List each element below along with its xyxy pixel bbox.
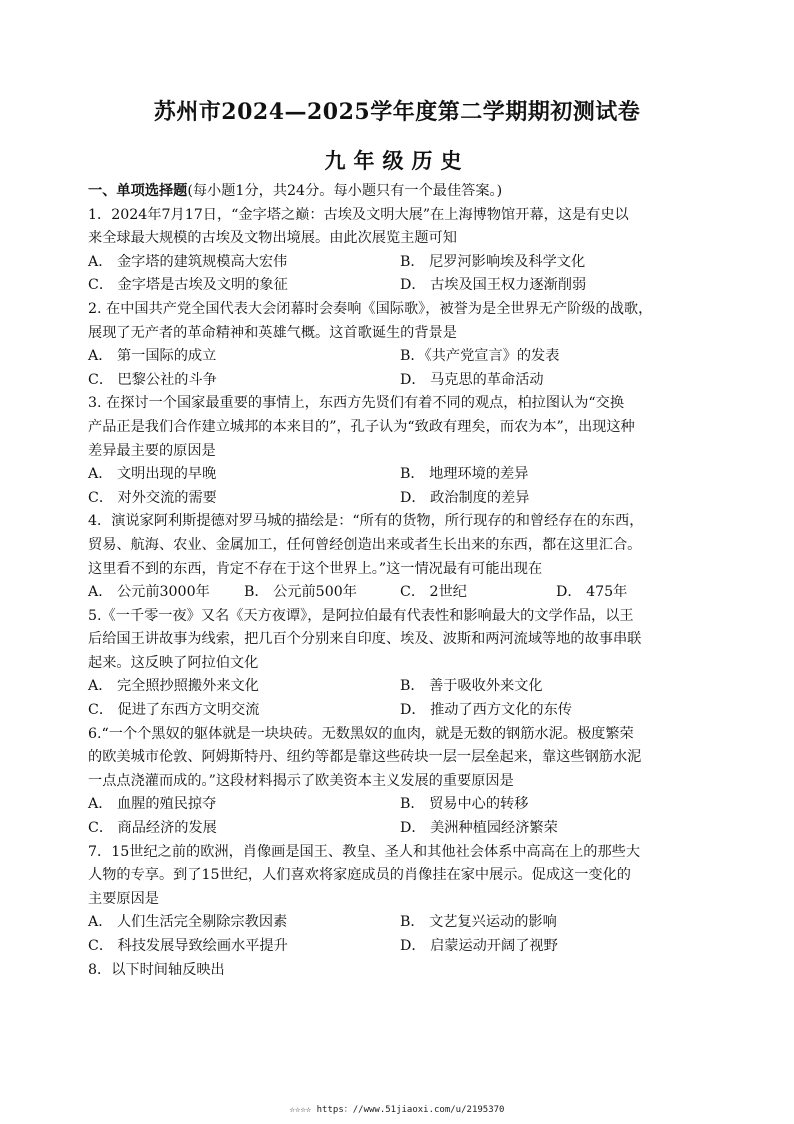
option-c[interactable]: C． 2世纪 bbox=[400, 584, 467, 601]
question-7 bbox=[88, 841, 713, 959]
footer-watermark-url[interactable]: ☆☆☆☆ https：//www.51jiaoxi.com/u/2195370 bbox=[289, 1105, 505, 1115]
question-stem-line: 3. 在探讨一个国家最重要的事情上，东西方先贤们有着不同的观点，柏拉图认为“交换 bbox=[88, 395, 625, 412]
option-c[interactable]: C． 商品经济的发展 bbox=[88, 820, 217, 837]
option-d[interactable]: D． 推动了西方文化的东传 bbox=[400, 702, 572, 719]
question-stem-line: 8．以下时间轴反映出 bbox=[88, 961, 225, 978]
option-a[interactable]: A． 金字塔的建筑规模高大宏伟 bbox=[88, 253, 288, 270]
question-stem-line: 产品正是我们合作建立城邦的本来目的”，孔子认为“致政有理矣，而农为本”，出现这种 bbox=[88, 418, 635, 435]
option-d[interactable]: D． 马克思的革命活动 bbox=[400, 371, 544, 388]
question-stem-line: 这里看不到的东西，肯定不存在于这个世界上。”这一情况最有可能出现在 bbox=[88, 560, 543, 577]
question-stem-line: 差异最主要的原因是 bbox=[88, 442, 216, 459]
question-stem-line: 人物的专享。到了15世纪，人们喜欢将家庭成员的肖像挂在家中展示。促成这一变化的 bbox=[88, 867, 631, 884]
question-stem-line: 6.“一个个黑奴的躯体就是一块块砖。无数黑奴的血肉，就是无数的钢筋水泥。极度繁荣 bbox=[88, 725, 634, 742]
option-b[interactable]: B．《共产党宣言》的发表 bbox=[400, 348, 560, 365]
question-stem-line: 2. 在中国共产党全国代表大会闭幕时会奏响《国际歌》，被誉为是全世界无产阶级的战歌， bbox=[88, 300, 653, 317]
question-stem-line: 贸易、航海、农业、金属加工，任何曾经创造出来或者生长出来的东西，都在这里汇合。 bbox=[88, 536, 642, 553]
option-a[interactable]: A． 完全照抄照搬外来文化 bbox=[88, 678, 259, 695]
question-8 bbox=[88, 959, 713, 983]
question-stem-line: 5.《一千零一夜》又名《天方夜谭》，是阿拉伯最有代表性和影响最大的文学作品，以王 bbox=[88, 607, 634, 624]
option-c[interactable]: C． 对外交流的需要 bbox=[88, 489, 217, 506]
exam-title: 苏州市2024—2025学年度第二学期期初测试卷 bbox=[153, 99, 641, 125]
question-stem-line: 主要原因是 bbox=[88, 890, 159, 907]
option-b[interactable]: B． 善于吸收外来文化 bbox=[400, 678, 543, 695]
exam-content bbox=[88, 180, 713, 982]
question-2 bbox=[88, 298, 713, 392]
exam-subtitle: 九年级历史 bbox=[324, 148, 470, 173]
question-stem-line: 来全球最大规模的古埃及文物出境展。由此次展览主题可知 bbox=[88, 230, 457, 247]
option-b[interactable]: B． 贸易中心的转移 bbox=[400, 796, 529, 813]
option-b[interactable]: B． 尼罗河影响埃及科学文化 bbox=[400, 253, 586, 270]
option-b[interactable]: B． 公元前500年 bbox=[244, 584, 357, 601]
question-5 bbox=[88, 605, 713, 723]
section-heading: 一、单项选择题 bbox=[88, 183, 188, 199]
option-c[interactable]: C． 科技发展导致绘画水平提升 bbox=[88, 938, 288, 954]
option-a[interactable]: A． 公元前3000年 bbox=[88, 584, 210, 601]
option-c[interactable]: C． 金字塔是古埃及文明的象征 bbox=[88, 277, 288, 294]
question-stem-line: 的欧美城市伦敦、阿姆斯特丹、纽约等都是靠这些砖块一层一层垒起来，靠这些钢筋水泥 bbox=[88, 749, 642, 766]
question-stem-line: 起来。这反映了阿拉伯文化 bbox=[88, 654, 259, 671]
section-note: (每小题1分，共24分。每小题只有一个最佳答案。) bbox=[187, 183, 503, 199]
option-b[interactable]: B． 文艺复兴运动的影响 bbox=[400, 914, 557, 931]
option-a[interactable]: A． 血腥的殖民掠夺 bbox=[88, 796, 217, 813]
question-stem-line: 一点点浇灌而成的。”这段材料揭示了欧美资本主义发展的重要原因是 bbox=[88, 772, 514, 789]
question-3 bbox=[88, 392, 713, 510]
question-stem-line: 7．15世纪之前的欧洲，肖像画是国王、教皇、圣人和其他社会体系中高高在上的那些大 bbox=[88, 843, 641, 860]
question-1 bbox=[88, 204, 713, 298]
question-stem-line: 展现了无产者的革命精神和英雄气概。这首歌诞生的背景是 bbox=[88, 324, 457, 341]
question-stem-line: 1．2024年7月17日，“金字塔之巅：古埃及文明大展”在上海博物馆开幕，这是有史以 bbox=[88, 206, 629, 223]
option-b[interactable]: B． 地理环境的差异 bbox=[400, 466, 529, 483]
question-4 bbox=[88, 510, 713, 604]
option-a[interactable]: A． 人们生活完全剔除宗教因素 bbox=[88, 914, 288, 931]
option-d[interactable]: D． 475年 bbox=[556, 584, 628, 601]
question-stem-line: 4．演说家阿利斯提德对罗马城的描绘是：“所有的货物，所行现存的和曾经存在的东西， bbox=[88, 513, 644, 530]
option-d[interactable]: D． 古埃及国王权力逐渐削弱 bbox=[400, 277, 587, 294]
question-6 bbox=[88, 723, 713, 841]
question-stem-line: 后给国王讲故事为线索，把几百个分别来自印度、埃及、波斯和两河流域等地的故事串联 bbox=[88, 631, 642, 648]
section-heading-line bbox=[88, 180, 713, 204]
option-a[interactable]: A． 第一国际的成立 bbox=[88, 348, 217, 365]
option-a[interactable]: A． 文明出现的早晚 bbox=[88, 466, 217, 483]
option-c[interactable]: C． 巴黎公社的斗争 bbox=[88, 371, 217, 388]
option-d[interactable]: D． 美洲种植园经济繁荣 bbox=[400, 820, 558, 837]
option-d[interactable]: D． 启蒙运动开阔了视野 bbox=[400, 938, 558, 954]
option-c[interactable]: C． 促进了东西方文明交流 bbox=[88, 702, 260, 719]
option-d[interactable]: D． 政治制度的差异 bbox=[400, 489, 530, 506]
